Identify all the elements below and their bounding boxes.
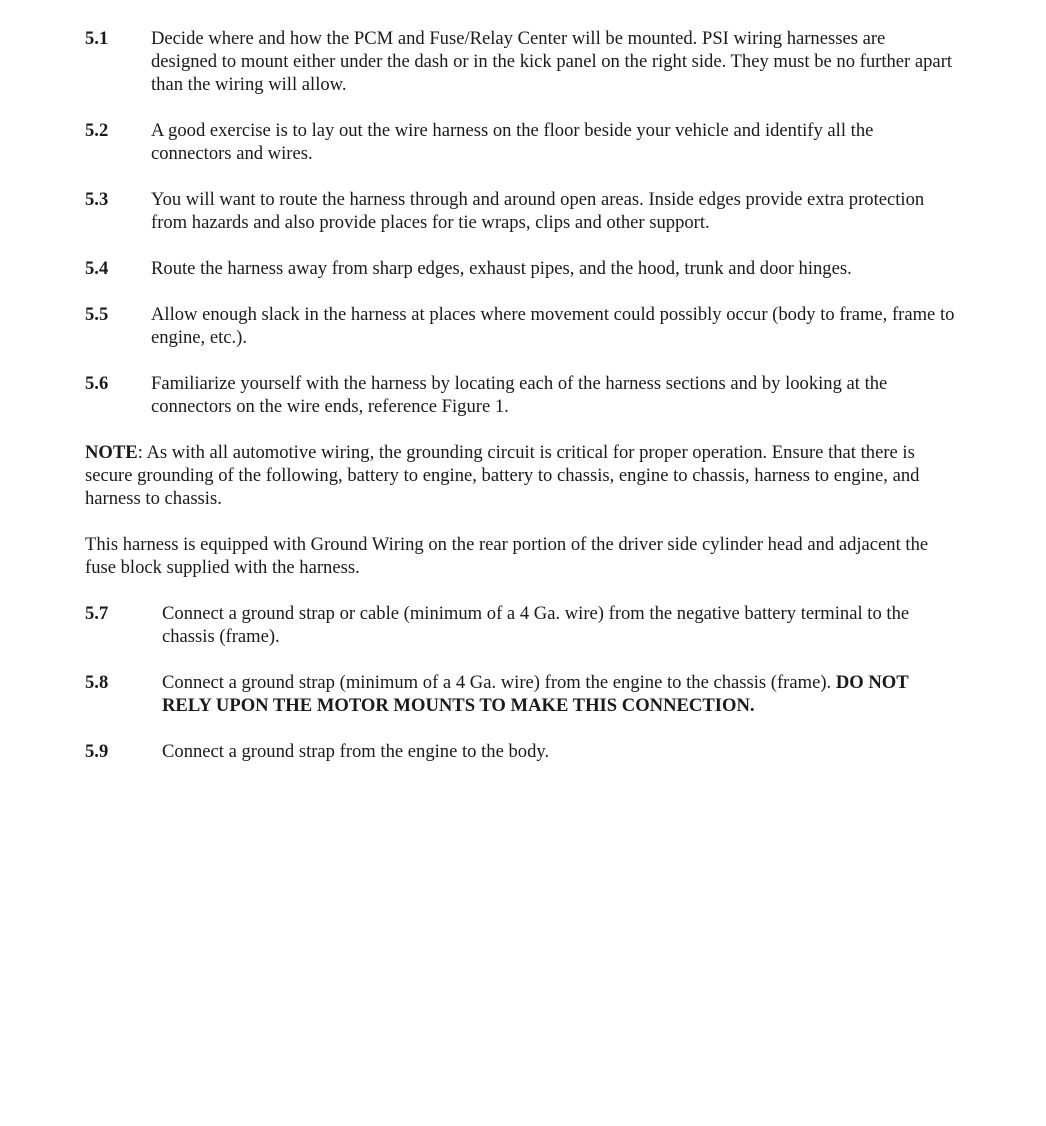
- step-number: 5.5: [85, 304, 109, 325]
- step-text: Route the harness away from sharp edges, exhaust pipes, and the hood, trunk and door hinges.: [151, 258, 852, 279]
- step-text: Connect a ground strap (minimum of a 4 Ga. wire) from the engine to the chassis (frame).: [162, 672, 836, 693]
- step-number: 5.7: [85, 603, 109, 624]
- step-number: 5.6: [85, 373, 109, 394]
- step-text: Decide where and how the PCM and Fuse/Relay Center will be mounted. PSI wiring harnesses are designed to mount either under the dash or in the kick panel on the right side. They must be no further apart than the wiring will allow.: [151, 28, 953, 95]
- note-paragraph: [85, 441, 953, 510]
- warning-text: DO NOT RELY UPON THE MOTOR MOUNTS TO MAKE THIS CONNECTION.: [162, 672, 909, 716]
- note-text: : As with all automotive wiring, the grounding circuit is critical for proper operation. Ensure that there is secure grounding of the following, battery to engine, battery to chassis, engine to chassis, harness to engine, and harness to chassis.: [85, 442, 920, 509]
- step-number: 5.2: [85, 120, 109, 141]
- step-number: 5.1: [85, 28, 109, 49]
- step-number: 5.4: [85, 258, 109, 279]
- step-number: 5.8: [85, 672, 109, 693]
- step-text: Connect a ground strap from the engine to the body.: [162, 741, 550, 762]
- step-text: Familiarize yourself with the harness by locating each of the harness sections and by looking at the connectors on the wire ends, reference Figure 1.: [151, 373, 888, 417]
- step-number: 5.3: [85, 189, 109, 210]
- note-label: NOTE: [85, 442, 138, 463]
- step-text-group: [162, 671, 955, 717]
- step-text: Connect a ground strap or cable (minimum of a 4 Ga. wire) from the negative battery terminal to the chassis (frame).: [162, 603, 910, 647]
- ground-wiring-text: This harness is equipped with Ground Wiring on the rear portion of the driver side cylinder head and adjacent the fuse block supplied with the harness.: [85, 534, 929, 578]
- step-text: You will want to route the harness through and around open areas. Inside edges provide extra protection from hazards and also provide places for tie wraps, clips and other support.: [151, 189, 925, 233]
- step-text: Allow enough slack in the harness at places where movement could possibly occur (body to frame, frame to engine, etc.).: [151, 304, 955, 348]
- ground-wiring-paragraph: [85, 533, 953, 579]
- step-number: 5.9: [85, 741, 109, 762]
- step-text: A good exercise is to lay out the wire harness on the floor beside your vehicle and identify all the connectors and wires.: [151, 120, 874, 164]
